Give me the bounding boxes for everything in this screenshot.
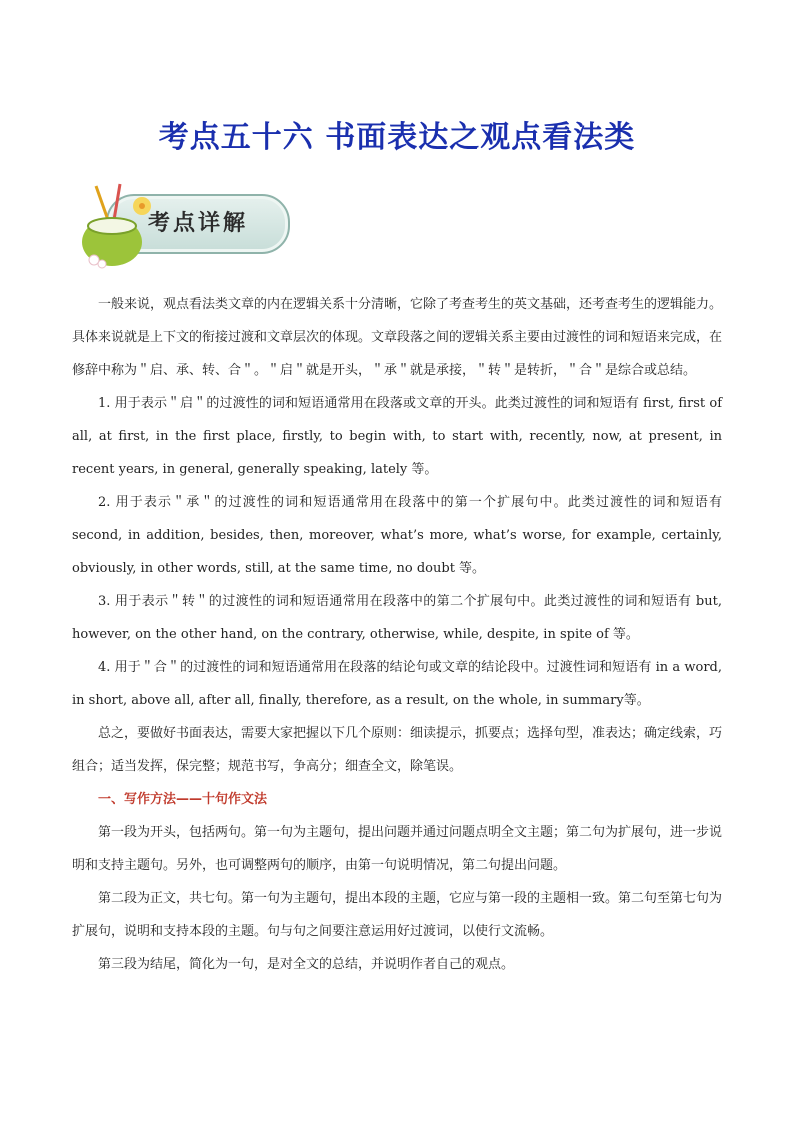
method-paragraph-2: 第二段为正文，共七句。第一句为主题句，提出本段的主题，它应与第一段的主题相一致。第二句至第七句为扩展句，说明和支持本段的主题。句与句之间要注意运用好过渡词，以使行文流畅。: [72, 891, 723, 939]
document-body: [72, 288, 722, 981]
intro-paragraph: 一般来说，观点看法类文章的内在逻辑关系十分清晰，它除了考查考生的英文基础，还考查考生的逻辑能力。具体来说就是上下文的衔接过渡和文章层次的体现。文章段落之间的逻辑关系主要由过渡性的词和短语来完成，在修辞中称为＂启、承、转、合＂。＂启＂就是开头，＂承＂就是承接，＂转＂是转折，＂合＂是综合或总结。: [72, 297, 723, 378]
summary-paragraph: 总之，要做好书面表达，需要大家把握以下几个原则：细读提示，抓要点；选择句型，准表达；确定线索，巧组合；适当发挥，保完整；规范书写，争高分；细查全文，除笔误。: [72, 726, 723, 774]
method-paragraph-3: 第三段为结尾，简化为一句，是对全文的总结，并说明作者自己的观点。: [98, 957, 515, 972]
list-item-1: 1. 用于表示＂启＂的过渡性的词和短语通常用在段落或文章的开头。此类过渡性的词和短语有 first, first of all, at first, in the first place, firstly, to begin with, to start with, recently, now, at present, in recent years, in general, generally speaking, lately 等。: [72, 396, 722, 477]
banner-label: 考点详解: [148, 211, 249, 236]
list-item-2: 2. 用于表示＂承＂的过渡性的词和短语通常用在段落中的第一个扩展句中。此类过渡性的词和短语有 second, in addition, besides, then, moreover, what’s more, what’s worse, for example, certainly, obviously, in other words, still, at the same time, no doubt 等。: [72, 495, 722, 576]
page-title: 考点五十六 书面表达之观点看法类: [158, 120, 636, 155]
section-heading: 一、写作方法——十句作文法: [98, 792, 268, 807]
list-item-4: 4. 用于＂合＂的过渡性的词和短语通常用在段落的结论句或文章的结论段中。过渡性词和短语有 in a word, in short, above all, after all, finally, therefore, as a result, on the whole, in summary等。: [72, 660, 722, 708]
list-item-3: 3. 用于表示＂转＂的过渡性的词和短语通常用在段落中的第二个扩展句中。此类过渡性的词和短语有 but, however, on the other hand, on the contrary, otherwise, while, despite, in spite of 等。: [72, 594, 722, 642]
section-banner: [72, 180, 292, 270]
method-paragraph-1: 第一段为开头，包括两句。第一句为主题句，提出问题并通过问题点明全文主题；第二句为扩展句，进一步说明和支持主题句。另外，也可调整两句的顺序，由第一句说明情况，第二句提出问题。: [72, 825, 723, 873]
